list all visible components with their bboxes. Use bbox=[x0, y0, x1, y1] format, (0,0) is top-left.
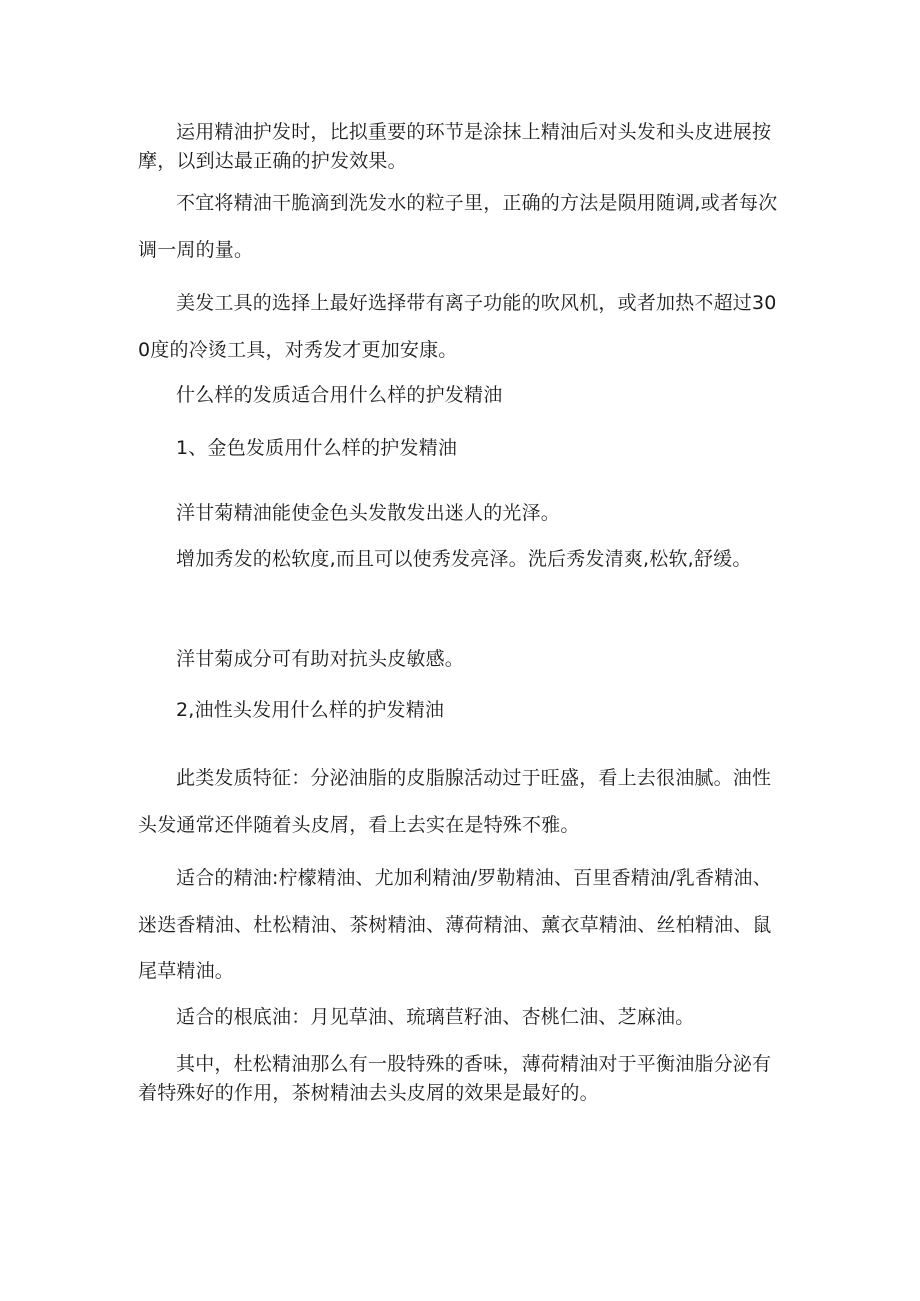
paragraph-tools-tip: 美发工具的选择上最好选择带有离子功能的吹风机，或者加热不超过300度的冷烫工具，对秀发才更加安康。 bbox=[138, 292, 777, 361]
paragraph-base-oils: 适合的根底油：月见草油、琉璃苣籽油、杏桃仁油、芝麻油。 bbox=[176, 1006, 695, 1028]
paragraph-suitable-oils: 适合的精油:柠檬精油、尤加利精油/罗勒精油、百里香精油/乳香精油、迷迭香精油、杜松精油、茶树精油、薄荷精油、薰衣草精油、丝柏精油、鼠尾草精油。 bbox=[138, 867, 772, 983]
paragraph-oily-characteristics: 此类发质特征：分泌油脂的皮脂腺活动过于旺盛，看上去很油腻。油性头发通常还伴随着头皮屑，看上去实在是特殊不雅。 bbox=[138, 767, 772, 836]
paragraph-massage-tip: 运用精油护发时，比拟重要的环节是涂抹上精油后对头发和头皮进展按摩，以到达最正确的护发效果。 bbox=[138, 121, 772, 172]
paragraph-summary: 其中，杜松精油那么有一股特殊的香味，薄荷精油对于平衡油脂分泌有着特殊好的作用，茶树精油去头皮屑的效果是最好的。 bbox=[138, 1053, 772, 1104]
paragraph-softness: 增加秀发的松软度,而且可以使秀发亮泽。洗后秀发清爽,松软,舒缓。 bbox=[176, 548, 752, 570]
paragraph-chamomile-sensitivity: 洋甘菊成分可有助对抗头皮敏感。 bbox=[176, 648, 465, 670]
paragraph-shampoo-tip: 不宜将精油干脆滴到洗发水的粒子里，正确的方法是陨用随调,或者每次调一周的量。 bbox=[138, 192, 778, 261]
section-heading-hair-types: 什么样的发质适合用什么样的护发精油 bbox=[176, 384, 503, 406]
subheading-golden-hair: 1、金色发质用什么样的护发精油 bbox=[176, 437, 458, 459]
subheading-oily-hair: 2,油性头发用什么样的护发精油 bbox=[176, 699, 445, 721]
paragraph-chamomile-shine: 洋甘菊精油能使金色头发散发出迷人的光泽。 bbox=[176, 502, 561, 524]
